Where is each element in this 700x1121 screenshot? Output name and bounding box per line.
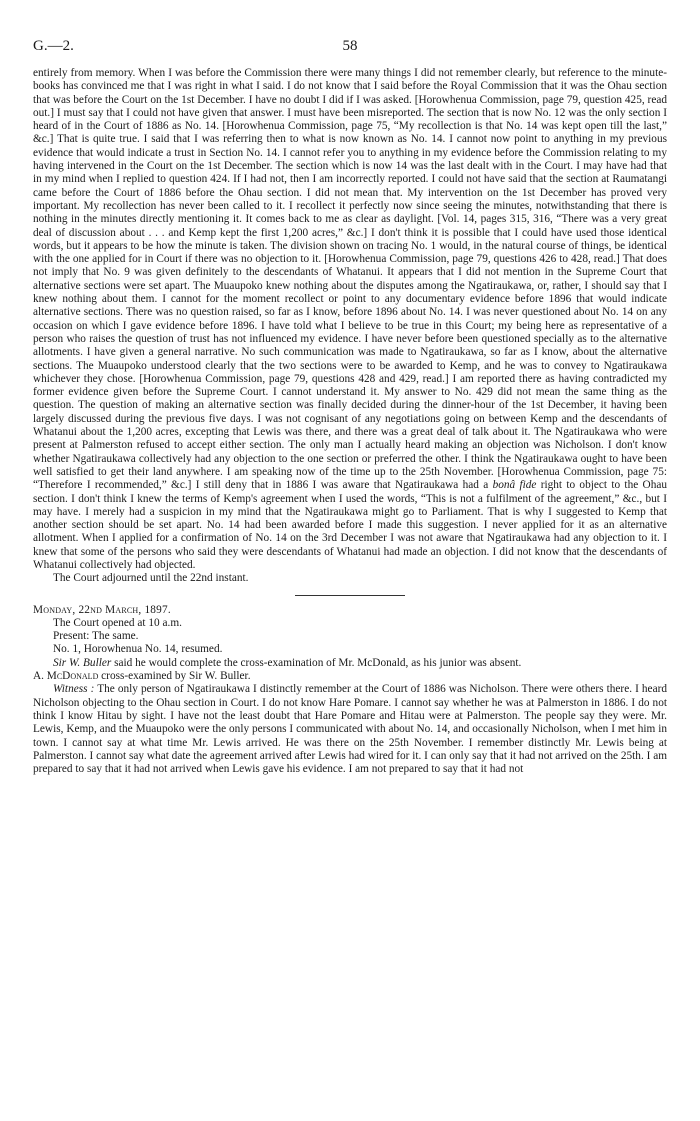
witness-label: Witness : <box>53 683 95 696</box>
bona-fide-italic: bonâ fide <box>492 479 537 492</box>
case-line: No. 1, Horowhenua No. 14, resumed. <box>53 643 223 656</box>
witness-name: A. McDonald <box>33 670 99 683</box>
counsel-statement <box>33 657 667 670</box>
page-header <box>33 38 667 58</box>
court-opened: The Court opened at 10 a.m. <box>53 616 182 629</box>
evidence-paragraph <box>33 67 667 572</box>
section-divider <box>295 595 405 596</box>
page-number: 58 <box>342 38 358 54</box>
adjournment-note: The Court adjourned until the 22nd instant. <box>53 572 249 585</box>
evidence-text: entirely from memory. When I was before the Commission there were many things I did not remember clearly, but reference to the minute-books has convinced me that I was right in what I said. I do not know that I said before the Royal Commission that it was the Ohau section that was before the Court on the 1st December. I have no doubt I did if I was asked. [Horowhenua Commission, page 79, question 425, read out.] I must say that I could not have given that answer. I must have been misreported. The section that is now No. 12 was the only section I heard of in the Court of 1886 as No. 14. [Horowhenua Commission, page 75, “My recollection is that No. 14 was kept open till the last,” &c.] That is quite true. I said that I was referring then to what is now known as No. 14. I cannot now point to anything in my previous evidence that would indicate a trust in Section No. 14. I cannot refer you to anything in my evidence before the Commission relating to my having intervened in the Court on the 1st December. The section which is now 14 was the last dealt with in the Court. I may have had that in my mind when I replied to question 424. If I had not, then I am incorrectly reported. I could not have said that the section at Raumatangi came before the Court of 1886 before the Ohau section. I did not mean that. My intervention on the 1st December has proved very important. My recollection has never been called to it. I recollect it perfectly now since seeing the minutes, notwithstanding that there is nothing in the minutes directly mentioning it. It comes back to me as clear as daylight. [Vol. 14, pages 315, 316, “There was a very great deal of discussion about . . . and Kemp kept the first 1,200 acres,” &c.] I don't think it is possible that I could have used those identical words, but it appears to be how the minute is taken. The division shown on tracing No. 1 would, in the natural course of things, be identical with the one applied for in Court if there was no objection to it. [Horowhenua Commission, page 79, questions 426 to 428, read.] That does not imply that No. 9 was given definitely to the descendants of Whatanui. It appears that I did not mention in the Supreme Court that alternative sections were set apart. The Muaupoko knew nothing about the disputes among the Ngatiraukawa, or, rather, I should say that I knew nothing about them. I cannot for the moment recollect or point to any documentary evidence before 1896 that would indicate alternative sections. There was no question raised, so far as I know, before 1896 about No. 14. I was never questioned about No. 14 on any occasion on which I gave evidence before 1896. I have told what I believe to be true in this Court; my being here as representative of a person who raises the question of trust has not influenced my evidence. I have never before been questioned specially as to the alternative allotments. I have given a general narrative. No such communication was made to Ngatiraukawa, so far as I know, about the alternative sections. The Muaupoko understood clearly that the two sections were to be awarded to Kemp, and he was to convey to Ngatiraukawa whichever they chose. [Horowhenua Commission, page 79, questions 428 and 429, read.] I am reported there as having contradicted my former evidence given before the Supreme Court. I cannot understand it. My answer to No. 429 did not mean the same thing as the question. The question of making an alternative section was finally decided during the dinner-hour of the 1st December, it having been largely discussed during the previous five days. I was not cognisant of any negotiations going on between Kemp and the descendants of Whatanui about the 1,200 acres, excepting that Lewis was there, and there was a great deal of talk about it. The Ngatiraukawa who were present at Palmerston refused to accept either section. The only man I actually heard making an objection was Nicholson. I don't know whether Ngatiraukawa collectively had any objection to the one section or preferred the other. I think the Ngatiraukawa ought to have been well satisfied to get their land anywhere. I am speaking now of the time up to the 25th November. [Horowhenua Commission, page 75: “Therefore I recommended,” &c.] I still deny that in 1886 I was aware that Ngatiraukawa had a <box>33 67 667 492</box>
cross-examination-heading <box>33 670 667 683</box>
document-reference: G.—2. <box>33 38 74 54</box>
present-line: Present: The same. <box>53 630 139 643</box>
cross-examination-heading-text: cross-examined by Sir W. Buller. <box>98 670 251 683</box>
page-body <box>33 67 667 776</box>
counsel-name: Sir W. Buller <box>53 656 112 669</box>
sitting-date: Monday, 22nd March, 1897. <box>33 603 171 616</box>
counsel-statement-text: said he would complete the cross-examination of Mr. McDonald, as his junior was absent. <box>111 656 522 669</box>
witness-testimony-text: The only person of Ngatiraukawa I distinctly remember at the Court of 1886 was Nicholson. There were others there. I heard Nicholson objecting to the Ohau section in Court. I do not know Hare Pomare. I cannot say whether he was at Palmerston in 1886. I do not think I know Hitau by sight. I have not the least doubt that Hare Pomare and Hitau were at Palmerston. The people say they were. Mr. Lewis, Kemp, and the Muaupoko were the only persons I communicated with about No. 14, and occasionally Nicholson, when I met him in town. I cannot say at what time Mr. Lewis arrived. He was there on the 25th November. I remember distinctly Mr. Lewis being at Palmerston. I cannot say what date the agreement arrived after Lewis had wired for it. I can only say that it had not arrived on the 25th. I am prepared to say that it had not arrived when Lewis gave his evidence. I am not prepared to say that it had not <box>33 683 667 776</box>
evidence-text-end: right to object to the Ohau section. I don't think I knew the terms of Kemp's agreement when I used the words, “This is not a fulfilment of the agreement,” &c., but I may have. I merely had a suspicion in my mind that the Ngatiraukawa might go to Parliament. That is why I suggested to Kemp that another section should be set apart. No. 14 had been awarded before I made this suggestion. I never applied for it as an alternative allotment. When I applied for a confirmation of No. 14 on the 3rd December I was not aware that Ngatiraukawa had any objection to it. I knew that some of the persons who said they were descendants of Whatanui had made an objection. I did not know that the descendants of Whatanui collectively had objected. <box>33 479 668 571</box>
witness-testimony <box>33 683 667 776</box>
